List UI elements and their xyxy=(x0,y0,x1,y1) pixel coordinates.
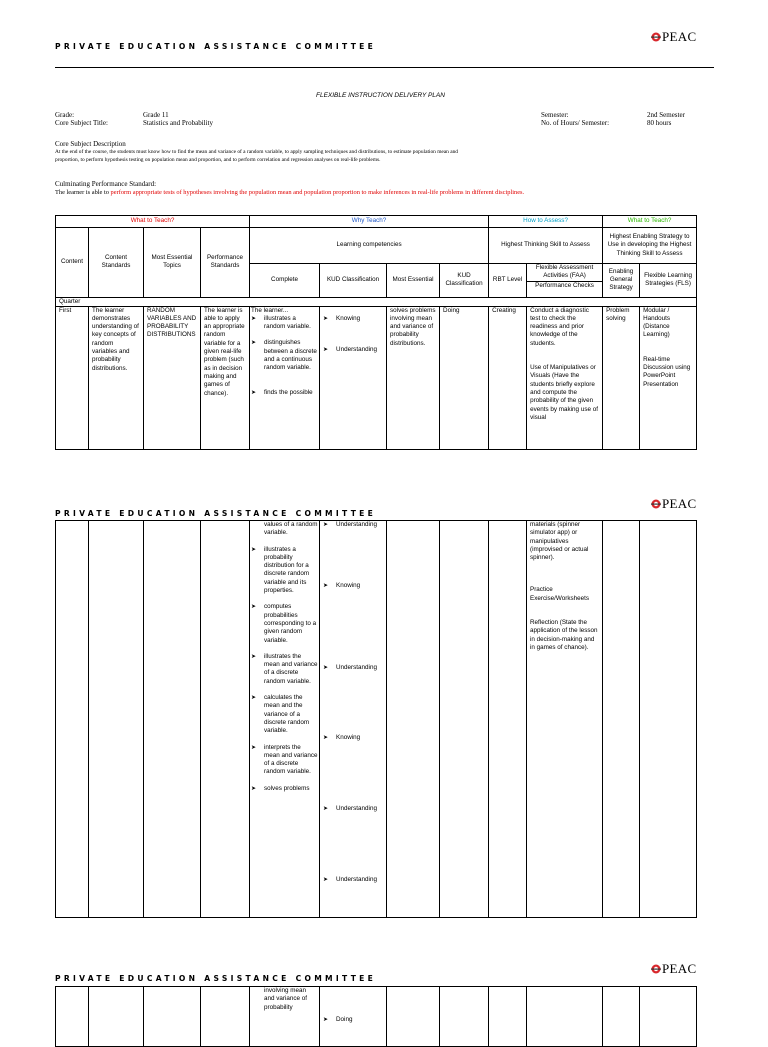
kud-item xyxy=(323,582,383,590)
plan-table-page3 xyxy=(55,986,697,1047)
kud-item xyxy=(323,346,383,354)
semester-label: Semester: xyxy=(541,111,569,119)
empty-cell xyxy=(489,521,527,918)
cps-text xyxy=(55,189,524,197)
content-standard-cell: The learner demonstrates understanding of key concepts of random variables and probability distributions. xyxy=(89,306,144,449)
competency-item xyxy=(251,653,318,686)
empty-cell xyxy=(640,521,697,918)
grade-value: Grade 11 xyxy=(143,111,169,119)
arrow-bullet-icon: ➤ xyxy=(251,744,257,751)
kud-text: Understanding xyxy=(336,521,377,528)
competency-text: calculates the mean and the variance of a discrete random variable. xyxy=(264,694,310,735)
most-essential-topics-header: Most Essential Topics xyxy=(144,228,201,298)
org-header: PRIVATE EDUCATION ASSISTANCE COMMITTEE xyxy=(55,974,377,983)
competency-text: solves problems xyxy=(264,784,310,792)
most-essential-header: Most Essential xyxy=(387,264,440,298)
empty-cell xyxy=(603,987,640,1047)
arrow-bullet-icon: ➤ xyxy=(323,522,329,528)
kud-text: Knowing xyxy=(336,314,361,322)
empty-cell xyxy=(201,987,250,1047)
kud-classification-header: KUD Classification xyxy=(320,264,387,298)
competency-text: illustrates the mean and variance of a discrete random variable. xyxy=(264,652,318,685)
peac-logo-text: PEAC xyxy=(662,961,697,976)
competency-text: illustrates a probability distribution for a discrete random variable and its properties. xyxy=(264,545,310,595)
arrow-bullet-icon: ➤ xyxy=(251,785,257,792)
faa-item: materials (spinner simulator app) or manipulatives (improvised or actual spinner). xyxy=(530,521,589,562)
competency-text: illustrates a random variable. xyxy=(264,314,311,331)
learning-competencies-header: Learning competencies xyxy=(250,228,489,264)
enabling-general-strategy-header: Enabling General Strategy xyxy=(603,264,640,298)
kud-item xyxy=(323,521,383,529)
cps-prefix: The learner is able to xyxy=(55,189,111,196)
kud-text: Understanding xyxy=(336,663,377,671)
performance-standard-cell: The learner is able to apply an appropriate random variable for a given real-life problem (such as in decision making and games of chance). xyxy=(201,306,250,449)
org-header: PRIVATE EDUCATION ASSISTANCE COMMITTEE xyxy=(55,509,377,518)
arrow-bullet-icon: ➤ xyxy=(251,604,257,611)
doc-title: FLEXIBLE INSTRUCTION DELIVERY PLAN xyxy=(316,92,445,99)
competency-text: interprets the mean and variance of a discrete random variable. xyxy=(264,743,318,776)
competency-text: distinguishes between a discrete and a continuous random variable. xyxy=(264,339,317,372)
empty-cell xyxy=(440,521,489,918)
kud-text: Knowing xyxy=(336,582,361,590)
empty-cell xyxy=(201,521,250,918)
subject-value: Statistics and Probability xyxy=(143,119,213,127)
kud-text: Understanding xyxy=(336,345,377,353)
rbt-level-cell: Creating xyxy=(489,306,527,449)
fls-header: Flexible Learning Strategies (FLS) xyxy=(640,264,697,298)
content-header: Content xyxy=(56,228,89,298)
empty-cell xyxy=(144,521,201,918)
complete-header: Complete xyxy=(250,264,320,298)
faa-item: Use of Manipulatives or Visuals (Have the students briefly explore and compute the probability of the given events by making use of visual xyxy=(530,364,598,421)
empty-cell xyxy=(489,987,527,1047)
performance-checks-header: Performance Checks xyxy=(527,281,603,297)
complete-cell-page2 xyxy=(250,521,320,918)
highest-enabling-strategy-header: Highest Enabling Strategy to Use in developing the Highest Thinking Skill to Assess xyxy=(603,228,697,264)
hours-label: No. of Hours/ Semester: xyxy=(541,119,610,127)
fls-item: Real-time Discussion using PowerPoint Presentation xyxy=(643,355,691,388)
competency-continuation xyxy=(251,987,318,1012)
peac-logo-icon xyxy=(651,964,661,974)
content-standards-header: Content Standards xyxy=(89,228,144,298)
header-divider xyxy=(55,67,714,68)
arrow-bullet-icon: ➤ xyxy=(323,877,329,884)
essential-topics-cell: RANDOM VARIABLES AND PROBABILITY DISTRIBUTIONS xyxy=(144,306,201,449)
arrow-bullet-icon: ➤ xyxy=(323,1017,329,1023)
kud-cell-page3 xyxy=(320,987,387,1047)
empty-cell xyxy=(387,521,440,918)
quarter-first-cell: First xyxy=(56,306,89,449)
arrow-bullet-icon: ➤ xyxy=(323,315,329,322)
kud-item xyxy=(323,664,383,672)
arrow-bullet-icon: ➤ xyxy=(323,583,329,590)
kud-text: Doing xyxy=(336,1016,353,1023)
competency-item xyxy=(251,744,318,777)
arrow-bullet-icon: ➤ xyxy=(323,806,329,813)
empty-cell xyxy=(440,987,489,1047)
competency-text: finds the possible xyxy=(264,388,313,396)
peac-logo xyxy=(651,961,696,977)
empty-cell xyxy=(89,987,144,1047)
cps-label: Culminating Performance Standard: xyxy=(55,180,157,188)
core-desc-line1: At the end of the course, the students must know how to find the mean and variance of a random variable, to apply sampling techniques and distributions, to estimate population mean and xyxy=(55,149,459,155)
empty-cell xyxy=(144,987,201,1047)
performance-standards-header: Performance Standards xyxy=(201,228,250,298)
core-desc-line2: proportion, to perform hypothesis testing on population mean and proportion, and to perform correlation and regression analyses on real-life problems. xyxy=(55,157,381,163)
how-to-assess-header: How to Assess? xyxy=(489,216,603,228)
arrow-bullet-icon: ➤ xyxy=(323,734,329,741)
what-to-teach-header: What to Teach? xyxy=(56,216,250,228)
competency-item xyxy=(251,546,318,596)
empty-cell xyxy=(603,521,640,918)
empty-cell xyxy=(56,521,89,918)
arrow-bullet-icon: ➤ xyxy=(323,664,329,671)
kud-item xyxy=(323,734,383,742)
complete-cell-page3 xyxy=(250,987,320,1047)
peac-logo-icon xyxy=(651,499,661,509)
competency-text: values of a random variable. xyxy=(264,521,318,537)
cps-red-text: perform appropriate tests of hypotheses involving the population mean and population proportion to make inferences in real-life problems in different disciplines. xyxy=(110,189,525,196)
grade-label: Grade: xyxy=(55,111,75,119)
kud-classification-cell: Doing xyxy=(440,306,489,449)
peac-logo xyxy=(651,496,696,512)
peac-logo-icon xyxy=(651,32,661,42)
arrow-bullet-icon: ➤ xyxy=(251,340,257,347)
arrow-bullet-icon: ➤ xyxy=(251,389,257,396)
competency-item xyxy=(251,339,318,372)
competency-item xyxy=(251,785,318,793)
rbt-level-header: RBT Level xyxy=(489,264,527,298)
peac-logo xyxy=(651,29,696,45)
kud-item xyxy=(323,805,383,813)
faa-cell-page2 xyxy=(527,521,603,918)
faa-cell-page1 xyxy=(527,306,603,449)
empty-cell xyxy=(527,987,603,1047)
competency-item xyxy=(251,694,318,735)
empty-cell xyxy=(89,521,144,918)
competency-item xyxy=(251,315,318,332)
faa-item: Conduct a diagnostic test to check the readiness and prior knowledge of the students. xyxy=(530,306,589,347)
kud-text: Knowing xyxy=(336,733,361,741)
plan-table-page2 xyxy=(55,520,697,918)
learner-intro: The learner... xyxy=(251,306,289,314)
arrow-bullet-icon: ➤ xyxy=(251,315,257,322)
competency-text: involving mean and variance of probability xyxy=(264,987,308,1011)
fls-cell-page1 xyxy=(640,306,697,449)
arrow-bullet-icon: ➤ xyxy=(251,695,257,702)
most-essential-cell: solves problems involving mean and variance of probability distributions. xyxy=(387,306,440,449)
empty-cell xyxy=(640,987,697,1047)
faa-header: Flexible Assessment Activities (FAA) xyxy=(527,264,603,282)
arrow-bullet-icon: ➤ xyxy=(251,653,257,660)
subject-label: Core Subject Title: xyxy=(55,119,108,127)
kud-cell-page1 xyxy=(320,306,387,449)
enabling-strategy-cell: Problem solving xyxy=(603,306,640,449)
faa-item: Practice Exercise/Worksheets xyxy=(530,586,590,602)
plan-table-page1 xyxy=(55,215,697,450)
kud-item xyxy=(323,1016,383,1024)
hours-value: 80 hours xyxy=(647,119,672,127)
highest-thinking-skill-header: Highest Thinking Skill to Assess xyxy=(489,228,603,264)
kud-text: Understanding xyxy=(336,805,377,813)
peac-logo-text: PEAC xyxy=(662,29,697,44)
org-header: PRIVATE EDUCATION ASSISTANCE COMMITTEE xyxy=(55,42,377,51)
kud-item xyxy=(323,315,383,323)
competency-text: computes probabilities corresponding to a given random variable. xyxy=(264,603,317,644)
competency-item xyxy=(251,603,318,644)
complete-cell-page1 xyxy=(250,306,320,449)
core-desc-label: Core Subject Description xyxy=(55,140,126,148)
competency-item xyxy=(251,389,318,397)
quarter-row: Quarter xyxy=(56,297,697,306)
peac-logo-text: PEAC xyxy=(662,496,697,511)
kud-cell-page2 xyxy=(320,521,387,918)
what-to-teach-header-2: What to Teach? xyxy=(603,216,697,228)
empty-cell xyxy=(387,987,440,1047)
arrow-bullet-icon: ➤ xyxy=(323,346,329,353)
fls-item: Modular / Handouts (Distance Learning) xyxy=(643,306,671,339)
empty-cell xyxy=(56,987,89,1047)
semester-value: 2nd Semester xyxy=(647,111,685,119)
faa-item: Reflection (State the application of the lesson in decision-making and in games of chance). xyxy=(530,619,598,651)
arrow-bullet-icon: ➤ xyxy=(251,546,257,553)
competency-continuation xyxy=(251,521,318,538)
kud-classification-header-2: KUD Classification xyxy=(440,264,489,298)
why-teach-header: Why Teach? xyxy=(250,216,489,228)
kud-text: Understanding xyxy=(336,876,377,884)
kud-item xyxy=(323,876,383,884)
